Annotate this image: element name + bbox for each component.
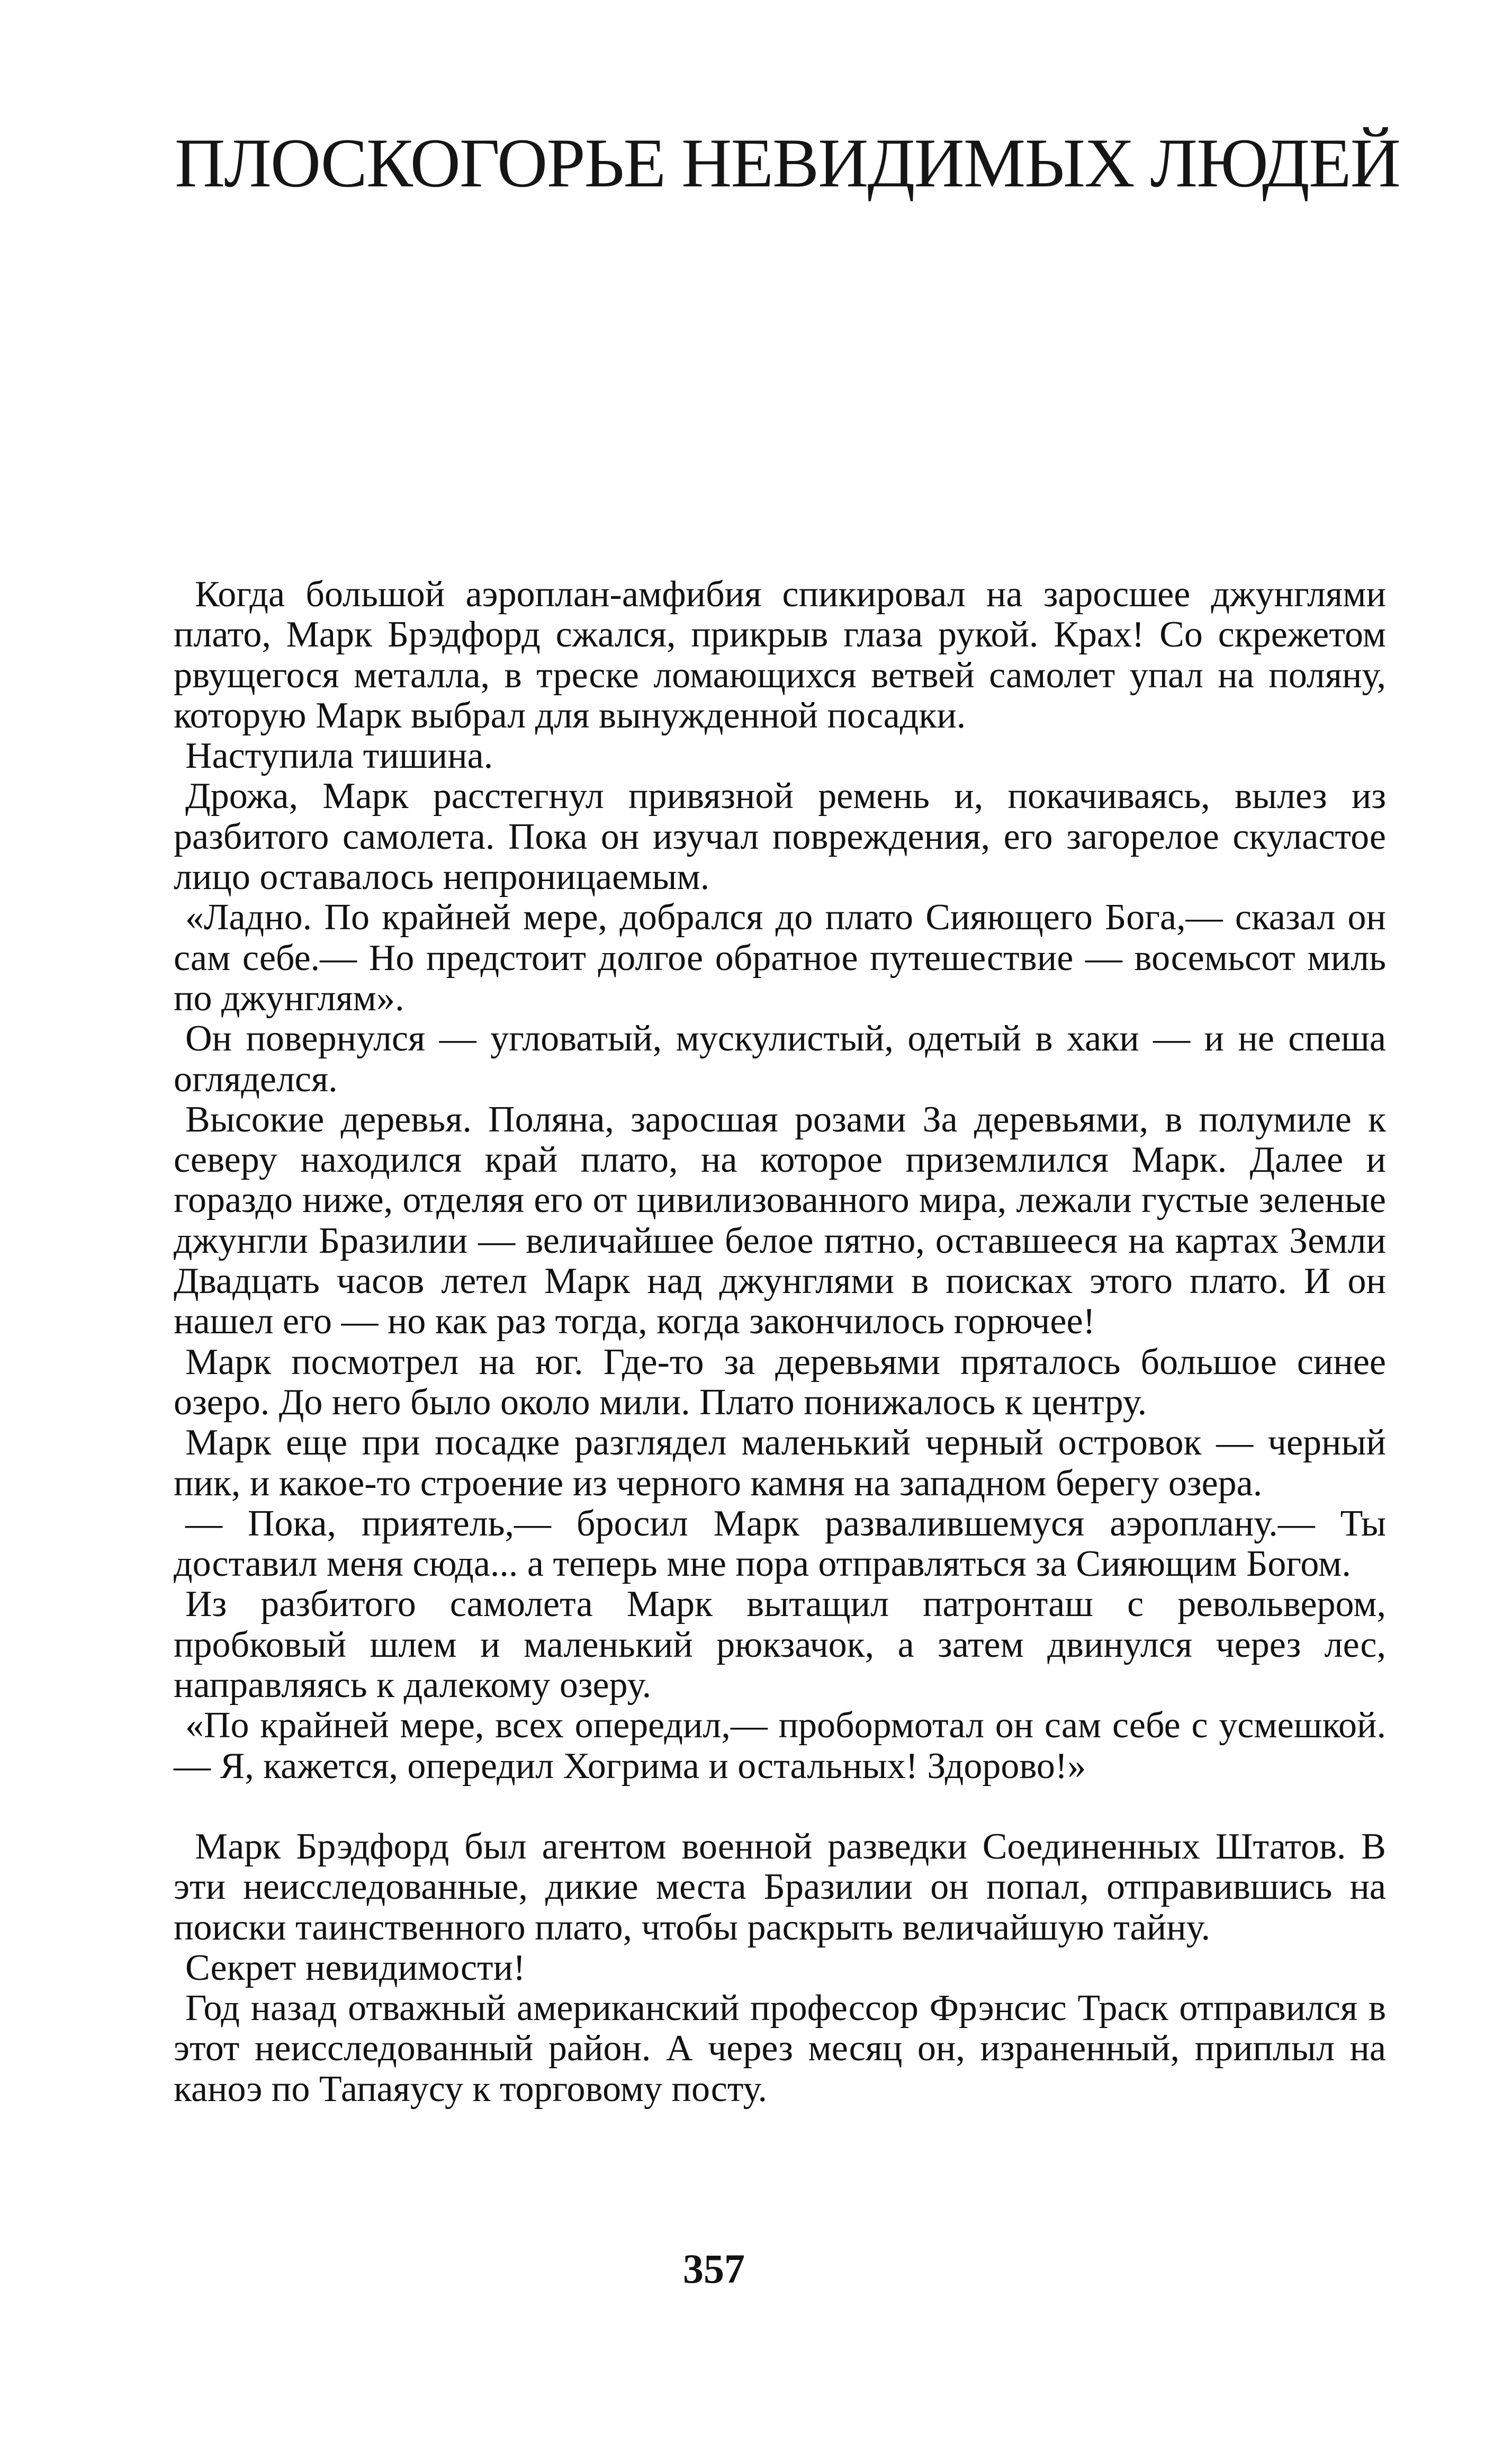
chapter-title: ПЛОСКОГОРЬЕ НЕВИДИМЫХ ЛЮДЕЙ (175, 124, 1400, 202)
paragraph: Дрожа, Марк расстегнул привязной ремень и, покачиваясь, вылез из разбитого самолета. Пока он изучал повреждения, его загорелое скуластое лицо оставалось непроницаемым. (174, 776, 1386, 898)
paragraph: — Пока, приятель,— бросил Марк развалившемуся аэроплану.— Ты доставил меня сюда... а теперь мне пора отправляться за Сияющим Богом. (174, 1503, 1386, 1585)
paragraph: Марк Брэдфорд был агентом военной разведки Соединенных Штатов. В эти неисследованные, дикие места Бразилии он попал, отправившись на поиски таинственного плато, чтобы раскрыть величайшую тайну. (174, 1826, 1386, 1948)
page-number: 357 (683, 2246, 745, 2292)
chapter-body (174, 575, 1386, 2110)
paragraph: Марк посмотрел на юг. Где-то за деревьями пряталось большое синее озеро. До него было около мили. Плато понижалось к центру. (174, 1341, 1386, 1423)
paragraph: «По крайней мере, всех опередил,— пробормотал он сам себе с усмешкой.— Я, кажется, опередил Хогрима и остальных! Здорово!» (174, 1705, 1386, 1787)
paragraph: Когда большой аэроплан-амфибия спикировал на заросшее джунглями плато, Марк Брэдфорд сжался, прикрыв глаза рукой. Крах! Со скрежетом рвущегося металла, в треске ломающихся ветвей самолет упал на поляну, которую Марк выбрал для вынужденной посадки. (174, 574, 1386, 736)
paragraph: Марк еще при посадке разглядел маленький черный островок — черный пик, и какое-то строение из черного камня на западном берегу озера. (174, 1422, 1386, 1504)
paragraph: Высокие деревья. Поляна, заросшая розами За деревьями, в полумиле к северу находился край плато, на которое приземлился Марк. Далее и гораздо ниже, отделяя его от цивилизованного мира, лежали густые зеленые джунгли Бразилии — величайшее белое пятно, оставшееся на картах Земли Двадцать часов летел Марк над джунглями в поисках этого плато. И он нашел его — но как раз тогда, когда закончилось горючее! (174, 1099, 1386, 1342)
paragraph: Секрет невидимости! (185, 1947, 526, 1988)
section-break (174, 1787, 1386, 1827)
paragraph: Год назад отважный американский профессор Фрэнсис Траск отправился в этот неисследованный район. А через месяц он, израненный, приплыл на каноэ по Тапаяусу к торговому посту. (174, 1988, 1386, 2110)
paragraph: Наступила тишина. (185, 735, 493, 777)
paragraph: «Ладно. По крайней мере, добрался до плато Сияющего Бога,— сказал он сам себе.— Но предстоит долгое обратное путешествие — восемьсот миль по джунглям». (174, 897, 1386, 1019)
paragraph: Из разбитого самолета Марк вытащил патронташ с револьвером, пробковый шлем и маленький рюкзачок, а затем двинулся через лес, направляясь к далекому озеру. (174, 1584, 1386, 1706)
paragraph: Он повернулся — угловатый, мускулистый, одетый в хаки — и не спеша огляделся. (174, 1018, 1386, 1100)
